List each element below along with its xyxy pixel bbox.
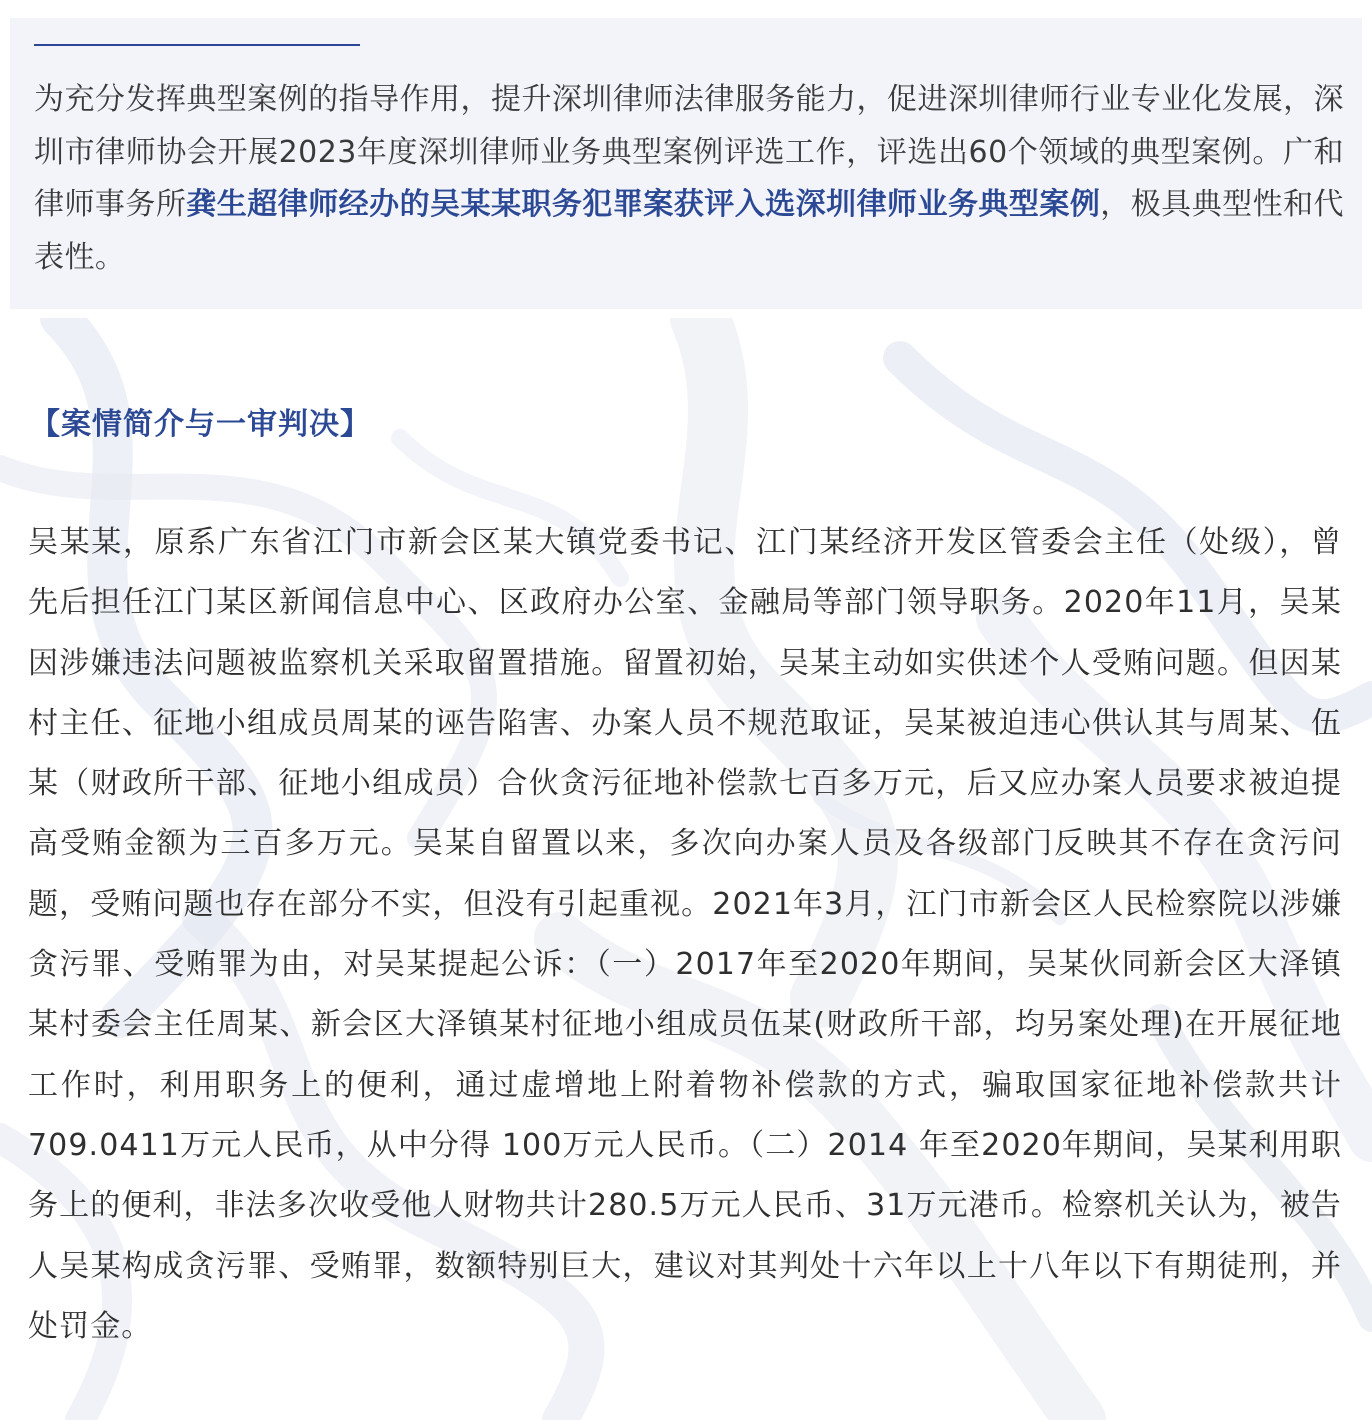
intro-text-after: ，极具典型性和代表性。 xyxy=(34,187,1345,275)
case-paragraph: 吴某某，原系广东省江门市新会区某大镇党委书记、江门某经济开发区管委会主任（处级），曾先后担任江门某区新闻信息中心、区政府办公室、金融局等部门领导职务。2020年11月，吴某因涉嫌违法问题被监察机关采取留置措施。留置初始，吴某主动如实供述个人受贿问题。但因某村主任、征地小组成员周某的诬告陷害、办案人员不规范取证，吴某被迫违心供认其与周某、伍某（财政所干部、征地小组成员）合伙贪污征地补偿款七百多万元，后又应办案人员要求被迫提高受贿金额为三百多万元。吴某自留置以来，多次向办案人员及各级部门反映其不存在贪污问题，受贿问题也存在部分不实，但没有引起重视。2021年3月，江门市新会区人民检察院以涉嫌贪污罪、受贿罪为由，对吴某提起公诉：（一）2017年至2020年期间，吴某伙同新会区大泽镇某村委会主任周某、新会区大泽镇某村征地小组成员伍某(财政所干部，均另案处理)在开展征地工作时，利用职务上的便利，通过虚增地上附着物补偿款的方式，骗取国家征地补偿款共计709.0411万元人民币，从中分得 100万元人民币。（二）2014 年至2020年期间，吴某利用职务上的便利，非法多次收受他人财物共计280.5万元人民币、31万元港币。检察机关认为，被告人吴某构成贪污罪、受贿罪，数额特别巨大，建议对其判处十六年以上十八年以下有期徒刑，并处罚金。 xyxy=(28,525,1342,1344)
intro-text-before: 为充分发挥典型案例的指导作用，提升深圳律师法律服务能力，促进深圳律师行业专业化发展，深圳市律师协会开展2023年度深圳律师业务典型案例评选工作，评选出60个领域的典型案例。广和律师事务所 xyxy=(34,82,1344,222)
intro-box xyxy=(10,18,1362,309)
intro-highlight: 龚生超律师经办的吴某某职务犯罪案获评入选深圳律师业务典型案例 xyxy=(186,187,1101,222)
intro-accent-rule xyxy=(34,44,360,46)
intro-paragraph xyxy=(34,74,1344,284)
section-heading: 【案情简介与一审判决】 xyxy=(30,407,371,442)
